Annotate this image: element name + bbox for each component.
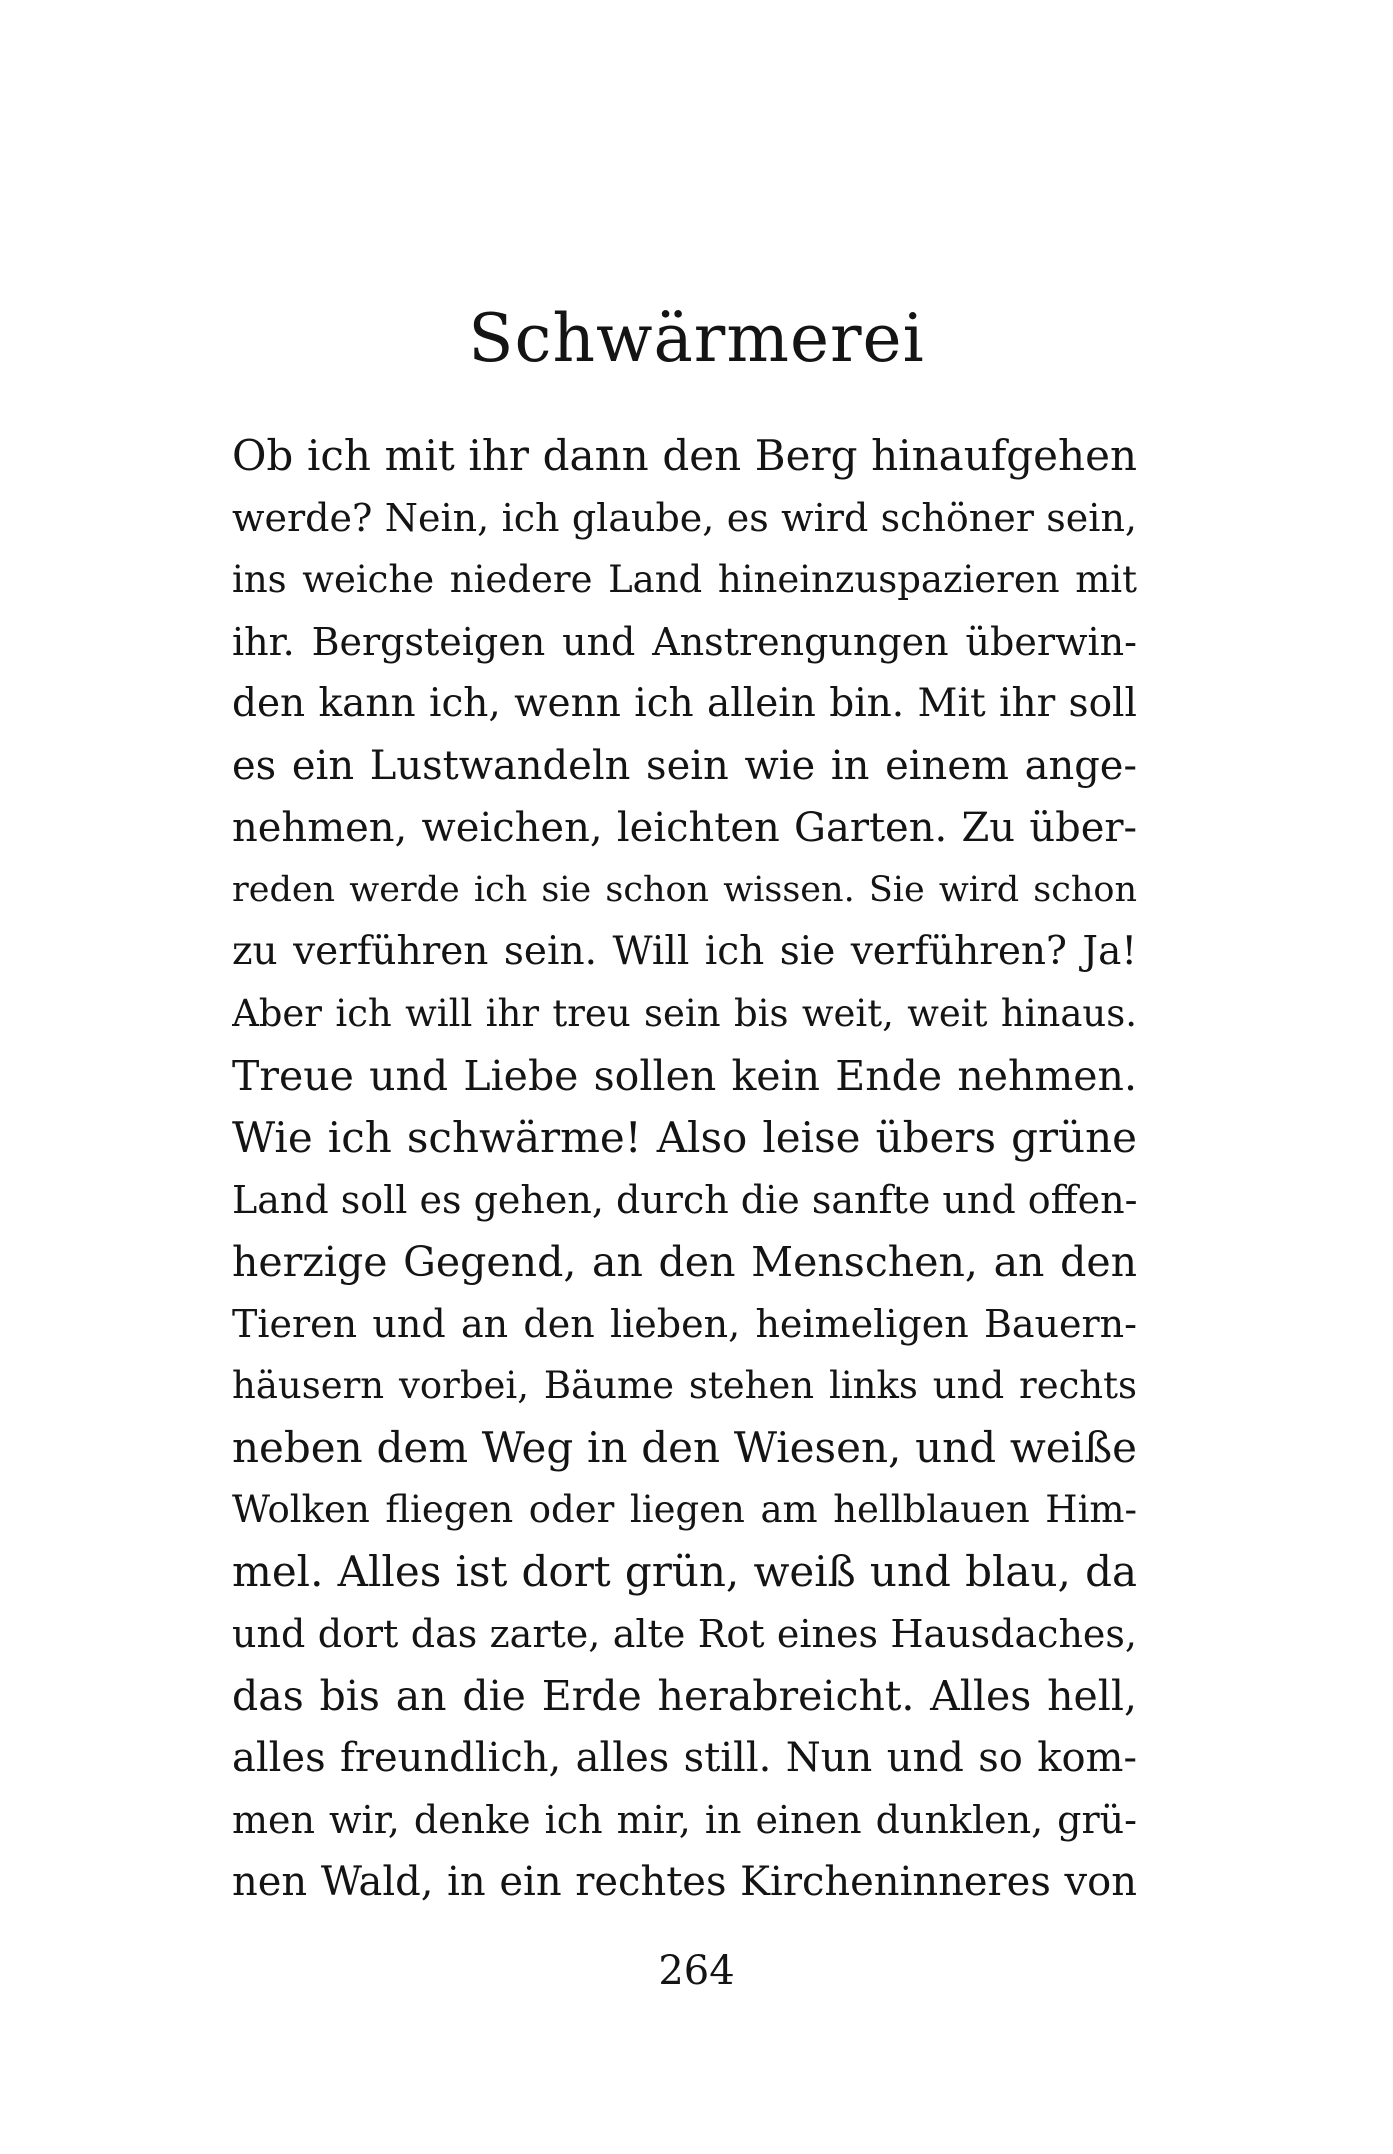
text-line: Treue und Liebe sollen kein Ende nehmen.: [232, 1052, 1137, 1100]
text-line: ihr. Bergsteigen und Anstrengungen überwin-: [232, 620, 1137, 664]
text-line: ins weiche niedere Land hineinzuspazieren mit: [232, 558, 1137, 601]
text-line: mel. Alles ist dort grün, weiß und blau, da: [232, 1547, 1137, 1596]
text-line: zu verführen sein. Will ich sie verführen? Ja!: [232, 929, 1137, 974]
text-line: den kann ich, wenn ich allein bin. Mit ihr soll: [232, 681, 1137, 726]
text-line: Tieren und an den lieben, heimeligen Bauern-: [232, 1302, 1137, 1346]
page-number: 264: [658, 1948, 735, 1994]
text-line: Aber ich will ihr treu sein bis weit, weit hinaus.: [232, 992, 1137, 1035]
text-line: häusern vorbei, Bäume stehen links und rechts: [232, 1364, 1137, 1407]
body-text: [232, 425, 1137, 1913]
text-line: reden werde ich sie schon wissen. Sie wird schon: [232, 870, 1137, 910]
text-line: neben dem Weg in den Wiesen, und weiße: [232, 1423, 1137, 1472]
text-line: Ob ich mit ihr dann den Berg hinaufgehen: [232, 431, 1137, 480]
text-line: herzige Gegend, an den Menschen, an den: [232, 1238, 1137, 1286]
text-line: Wolken fliegen oder liegen am hellblauen Him-: [232, 1488, 1137, 1531]
text-line: Land soll es gehen, durch die sanfte und offen-: [232, 1178, 1137, 1222]
text-line: das bis an die Erde herabreicht. Alles hell,: [232, 1672, 1137, 1720]
text-line: men wir, denke ich mir, in einen dunklen, grü-: [232, 1798, 1137, 1842]
text-line: werde? Nein, ich glaube, es wird schöner sein,: [232, 496, 1137, 540]
chapter-title: Schwärmerei: [468, 300, 925, 377]
text-line: Wie ich schwärme! Also leise übers grüne: [232, 1113, 1137, 1162]
text-line: nen Wald, in ein rechtes Kircheninneres von: [232, 1859, 1137, 1905]
text-line: es ein Lustwandeln sein wie in einem ange-: [232, 743, 1137, 789]
text-line: und dort das zarte, alte Rot eines Hausdaches,: [232, 1612, 1137, 1656]
text-line: nehmen, weichen, leichten Garten. Zu über-: [232, 805, 1137, 851]
text-line: alles freundlich, alles still. Nun und so kom-: [232, 1735, 1137, 1781]
